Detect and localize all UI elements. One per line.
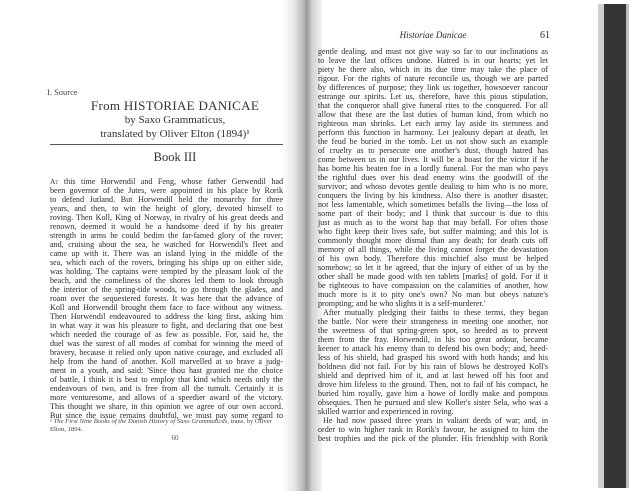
text-line-content: gentle dealing, and must not give way so far to our inclinations as xyxy=(318,47,548,56)
text-line-content: duel was the surest of all modes of combat for winning the meed of xyxy=(50,339,283,348)
text-line xyxy=(50,276,283,285)
text-line xyxy=(318,146,548,155)
text-line-content: the sweetness of that spring-green spot, so heeded as to prevent xyxy=(318,326,548,335)
text-line xyxy=(318,308,548,317)
text-line xyxy=(318,92,548,101)
text-line xyxy=(318,272,548,281)
running-head-title: Historiae Danicae xyxy=(399,30,467,40)
text-line-content: estrange our spirits. Let us, therefore, have this pious stipulation, xyxy=(318,92,548,101)
section-label: I. Source xyxy=(47,87,78,97)
translator-line: translated by Oliver Elton (1894)¹ xyxy=(100,128,250,140)
text-line-content: come between us in our lives. It will be a boast for the victor if he xyxy=(318,155,548,164)
text-line xyxy=(318,299,548,308)
text-line-content: the interior of the spring-tide woods, to go through the glades, and xyxy=(50,285,283,294)
text-line xyxy=(318,353,548,362)
book-gutter-shadow xyxy=(282,0,322,491)
text-line-content: who fight keep their lives safe, but suffer maiming; and this lot is xyxy=(318,227,548,236)
footnote-rest: , trans. by Oliver xyxy=(227,418,272,425)
text-line-content: somehow; so let it be agreed, that the injury of either of us by the xyxy=(318,263,548,272)
text-line xyxy=(318,164,548,173)
text-line-content: this time Horwendil and Feng, whose father Gerwendil had xyxy=(58,177,283,186)
text-line xyxy=(50,303,283,312)
text-line xyxy=(50,321,283,330)
text-line-content: the feud be buried in the tomb. Let us not show such an example xyxy=(318,137,548,146)
text-line-content: endeavours of two, and is free from all the tumult. Certainly it is xyxy=(50,384,283,393)
text-line xyxy=(318,425,548,434)
text-line-content: to defend Jutland. But Horwendil held the monarchy for three xyxy=(50,195,283,204)
text-line xyxy=(318,371,548,380)
text-line xyxy=(318,236,548,245)
text-line xyxy=(318,362,548,371)
text-line-content: He had now passed three years in valiant deeds of war; and, in xyxy=(323,416,548,425)
text-line-content: other shall be made good with ten tablets [marks] of gold. For if it xyxy=(318,272,548,281)
text-line xyxy=(318,200,548,209)
text-line-content: roving. Then Koll, King of Norway, in rivalry of his great deeds and xyxy=(50,213,283,222)
text-line-content: them from the fray. Horwendil, in his too great ardour, became xyxy=(318,335,548,344)
text-line-content: some part of their body; and I think that succour is due to this xyxy=(318,209,548,218)
left-body-text xyxy=(50,177,283,420)
text-line-content: strength in arms he could bedim the far-famed glory of the rover; xyxy=(50,231,283,240)
text-line-content: just as much as to the worst hap that may befall. For often those xyxy=(318,218,548,227)
footnote-title: The First Nine Books of the Danish History of Saxo Grammaticus xyxy=(53,418,228,425)
text-line-content: beach, and the comeliness of the shores led them to look through xyxy=(50,276,283,285)
text-line-content: rigour. For the rights of nature reconcile us, though we are parted xyxy=(318,74,548,83)
footnote-line2: Elton, 1894. xyxy=(50,426,83,433)
text-line-content: by differences of purpose; they link us together, howsoever rancour xyxy=(318,83,548,92)
text-line-content: piety be there also, which in its due time may take the place of xyxy=(318,65,548,74)
text-line-content: not less lamentable, which sometimes befalls the living—the loss of xyxy=(318,200,548,209)
text-line xyxy=(318,191,548,200)
text-line-content: commonly thought more dismal than any death; for death cuts off xyxy=(318,236,548,245)
page-edge-highlight xyxy=(626,4,629,488)
text-line xyxy=(318,110,548,119)
text-line xyxy=(318,281,548,290)
text-line xyxy=(50,195,283,204)
text-line-content: keener to attack his enemy than to defend his own body; and, heed- xyxy=(318,344,548,353)
text-line-content: survivor; and whoso devotes gentle dealing to him who is no more, xyxy=(318,182,548,191)
text-line xyxy=(318,326,548,335)
text-line-content: and, cruising about the sea, he watched for Horwendil's fleet and xyxy=(50,240,283,249)
text-line-content: best trophies and the pick of the plunder. His friendship with Rorik xyxy=(318,434,548,443)
text-line xyxy=(318,398,548,407)
text-line xyxy=(318,65,548,74)
text-line xyxy=(50,312,283,321)
text-line xyxy=(50,204,283,213)
text-line-content: Koll and Horwendil brought them face to face without any witness. xyxy=(50,303,283,312)
text-line-content: This thought we share, in this opinion we agree of our own accord. xyxy=(50,402,283,411)
text-line-content: of his own body. Therefore this mischief also must be helped xyxy=(318,254,548,263)
text-line xyxy=(50,330,283,339)
text-line xyxy=(318,380,548,389)
page-number: 60 xyxy=(171,434,179,442)
text-line xyxy=(318,137,548,146)
text-line xyxy=(50,402,283,411)
text-line xyxy=(318,56,548,65)
text-line xyxy=(50,339,283,348)
text-line xyxy=(318,209,548,218)
text-line xyxy=(318,128,548,137)
text-line-content: came up with it. There was an island lying in the middle of the xyxy=(50,249,283,258)
text-line xyxy=(318,407,548,416)
text-line xyxy=(318,155,548,164)
text-line xyxy=(318,227,548,236)
text-line xyxy=(318,263,548,272)
text-line xyxy=(50,186,283,195)
text-line xyxy=(50,285,283,294)
text-line-content: the battle. Nor were their strangeness in meeting one another, nor xyxy=(318,317,548,326)
text-line xyxy=(50,213,283,222)
footnote xyxy=(50,418,283,434)
text-line-content: was holding. The captains were tempted by the pleasant look of the xyxy=(50,267,283,276)
text-line-content: allow that these are the last duties of human kind, from which no xyxy=(318,110,548,119)
text-line-content: roam over the sequestered forests. It was here that the advance of xyxy=(50,294,283,303)
text-line xyxy=(318,317,548,326)
book-heading: Book III xyxy=(153,150,197,164)
text-line-content: the rightful dues over his dead enemy wins the goodwill of the xyxy=(318,173,548,182)
text-line xyxy=(318,119,548,128)
scanner-edge-strip xyxy=(604,4,626,488)
text-line xyxy=(318,83,548,92)
text-line-content: renown, deemed it would be a handsome deed if by his greater xyxy=(50,222,283,231)
text-line xyxy=(318,389,548,398)
text-line xyxy=(50,393,283,402)
text-line xyxy=(318,434,548,443)
text-line-content: has borne his beaten foe in a lordly funeral. For the man who pays xyxy=(318,164,548,173)
text-line-content: memory of all things, while the living cannot forget the devastation xyxy=(318,245,548,254)
text-line-content: skilled warrior and experienced in roving. xyxy=(318,407,454,416)
text-line xyxy=(50,249,283,258)
text-line-content: that the conqueror shall give funeral rites to the conquered. For all xyxy=(318,101,548,110)
text-line-content: perform this function in harmony. Let jealousy depart at death, let xyxy=(318,128,548,137)
text-line-content: in what way it was his pleasure to fight, and declaring that one best xyxy=(50,321,283,330)
text-line-content: ment in a youth, and said: 'Since thou hast granted me the choice xyxy=(50,366,283,375)
text-line xyxy=(318,218,548,227)
page-number: 61 xyxy=(540,30,550,41)
text-line xyxy=(50,357,283,366)
right-body-text xyxy=(318,47,548,443)
text-line-content: But since the issue remains doubtful, we must pay some regard to xyxy=(50,411,283,420)
text-line-content: conquers the living by his kindness. Also there is another disaster, xyxy=(318,191,548,200)
text-line xyxy=(318,344,548,353)
text-line-content: order to win higher rank in Rorik's favour, he assigned to him the xyxy=(318,425,548,434)
title-rule xyxy=(50,144,283,145)
text-line xyxy=(318,416,548,425)
text-line-content: After mutually pledging their faiths to these terms, they began xyxy=(323,308,548,317)
text-line-content: of battle, I think it is best to employ that kind which needs only the xyxy=(50,375,283,384)
footnote-marker: ¹ xyxy=(50,418,52,425)
text-line-content: bravery, because it relied only upon native courage, and excluded all xyxy=(50,348,283,357)
text-line xyxy=(318,290,548,299)
text-line xyxy=(50,258,283,267)
text-line-content: Then Horwendil endeavoured to address the king first, asking him xyxy=(50,312,283,321)
text-line-content: less of his shield, had grasped his sword with both hands; and his xyxy=(318,353,548,362)
text-line xyxy=(50,348,283,357)
text-line-content: which needed the courage of as few as possible. For, said he, the xyxy=(50,330,283,339)
text-line-content: years, and then, to win the height of glory, devoted himself to xyxy=(50,204,283,213)
text-line-content: sea, which each of the rovers, bringing his ships up on either side, xyxy=(50,258,283,267)
work-title: From HISTORIAE DANICAE xyxy=(90,98,260,113)
text-line xyxy=(318,74,548,83)
text-line-content: much more is it to pity one's own? No man but obeys nature's xyxy=(318,290,548,299)
text-line-content: be righteous to have compassion on the calamities of another, how xyxy=(318,281,548,290)
text-line xyxy=(50,222,283,231)
text-line xyxy=(50,231,283,240)
text-line-content: of cruelty as to persecute one another's dust, though hatred has xyxy=(318,146,548,155)
text-line-content: help from the hand of another. Koll marvelled at so brave a judg- xyxy=(50,357,283,366)
text-line-content: shield and deprived him of it, and at last hewed off his foot and xyxy=(318,371,548,380)
text-line xyxy=(318,101,548,110)
text-line xyxy=(318,335,548,344)
text-line-content: to leave the last offices undone. Hatred is in our hearts; yet let xyxy=(318,56,548,65)
text-line-content: been governor of the Jutes, were appointed in his place by Rorik xyxy=(50,186,283,195)
text-line-content: prompting; and he who slights it is a self-murderer.' xyxy=(318,299,486,308)
text-line-content: more venturesome, and allows of a speedier award of the victory. xyxy=(50,393,283,402)
text-line-content: drove him lifeless to the ground. Then, not to fail of his compact, he xyxy=(318,380,548,389)
text-line xyxy=(50,177,283,186)
author-line: by Saxo Grammaticus, xyxy=(124,114,226,126)
text-line xyxy=(318,182,548,191)
text-line xyxy=(318,245,548,254)
text-line xyxy=(318,47,548,56)
text-line-content: obsequies. Then he pursued and slew Koller's sister Sela, who was a xyxy=(318,398,548,407)
text-line xyxy=(50,384,283,393)
text-line xyxy=(50,375,283,384)
text-line xyxy=(318,173,548,182)
opening-smallcaps: At xyxy=(50,177,59,186)
text-line xyxy=(50,267,283,276)
text-line xyxy=(50,294,283,303)
text-line xyxy=(50,240,283,249)
text-line-content: boldness did not fail. For by his rain of blows he destroyed Koll's xyxy=(318,362,548,371)
text-line xyxy=(318,254,548,263)
text-line-content: righteous man shrinks. Let each army lay aside its sternness and xyxy=(318,119,548,128)
text-line-content: buried him royally, gave him a howe of lordly make and pompous xyxy=(318,389,548,398)
text-line xyxy=(50,366,283,375)
